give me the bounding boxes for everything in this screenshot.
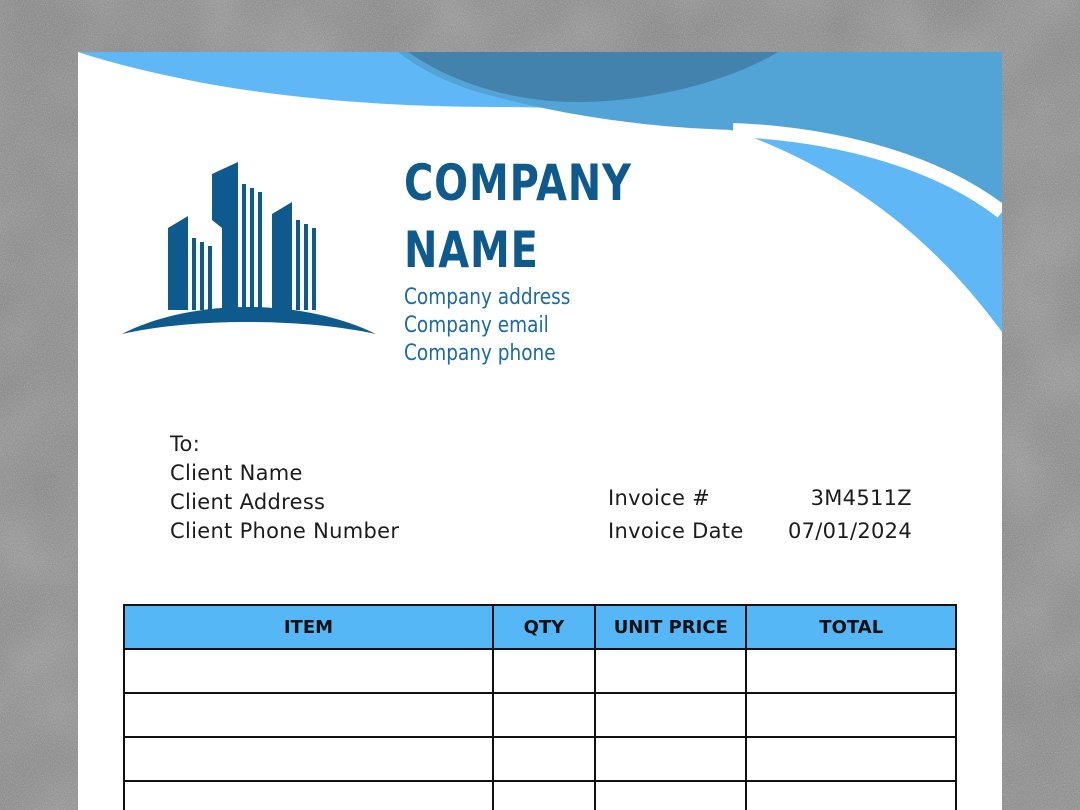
city-buildings-logo-icon	[122, 158, 378, 338]
total-cell[interactable]	[746, 693, 956, 737]
invoice-number-label: Invoice #	[608, 486, 711, 510]
total-cell[interactable]	[746, 649, 956, 693]
table-row	[124, 649, 956, 693]
company-phone: Company phone	[404, 341, 556, 366]
unit-price-cell[interactable]	[595, 737, 746, 781]
item-cell[interactable]	[124, 737, 493, 781]
invoice-items-table	[123, 604, 957, 810]
invoice-sheet	[78, 52, 1002, 810]
client-address: Client Address	[170, 490, 326, 514]
qty-cell[interactable]	[493, 781, 595, 810]
company-address: Company address	[404, 285, 571, 310]
total-cell[interactable]	[746, 737, 956, 781]
table-row	[124, 737, 956, 781]
item-cell[interactable]	[124, 781, 493, 810]
company-contact-block	[404, 284, 570, 368]
item-cell[interactable]	[124, 693, 493, 737]
invoice-meta-block	[608, 482, 912, 548]
invoice-number-value: 3M4511Z	[810, 486, 912, 510]
company-name-heading	[404, 150, 644, 284]
client-info-block	[170, 430, 399, 546]
invoice-date-label: Invoice Date	[608, 519, 744, 543]
column-header-item: ITEM	[124, 605, 493, 649]
invoice-number-row	[608, 482, 912, 515]
unit-price-cell[interactable]	[595, 693, 746, 737]
qty-cell[interactable]	[493, 737, 595, 781]
invoice-date-row	[608, 515, 912, 548]
invoice-date-value: 07/01/2024	[787, 519, 912, 543]
table-row	[124, 693, 956, 737]
client-phone: Client Phone Number	[170, 519, 400, 543]
column-header-unit-price: UNIT PRICE	[595, 605, 746, 649]
table-row	[124, 781, 956, 810]
column-header-total: TOTAL	[746, 605, 956, 649]
unit-price-cell[interactable]	[595, 781, 746, 810]
client-name: Client Name	[170, 461, 303, 485]
table-header-row	[124, 605, 956, 649]
item-cell[interactable]	[124, 649, 493, 693]
unit-price-cell[interactable]	[595, 649, 746, 693]
company-name-line1: COMPANY	[404, 154, 632, 212]
qty-cell[interactable]	[493, 649, 595, 693]
company-email: Company email	[404, 313, 549, 338]
qty-cell[interactable]	[493, 693, 595, 737]
to-label: To:	[170, 432, 201, 456]
total-cell[interactable]	[746, 781, 956, 810]
company-name-line2: NAME	[404, 221, 539, 279]
column-header-qty: QTY	[493, 605, 595, 649]
